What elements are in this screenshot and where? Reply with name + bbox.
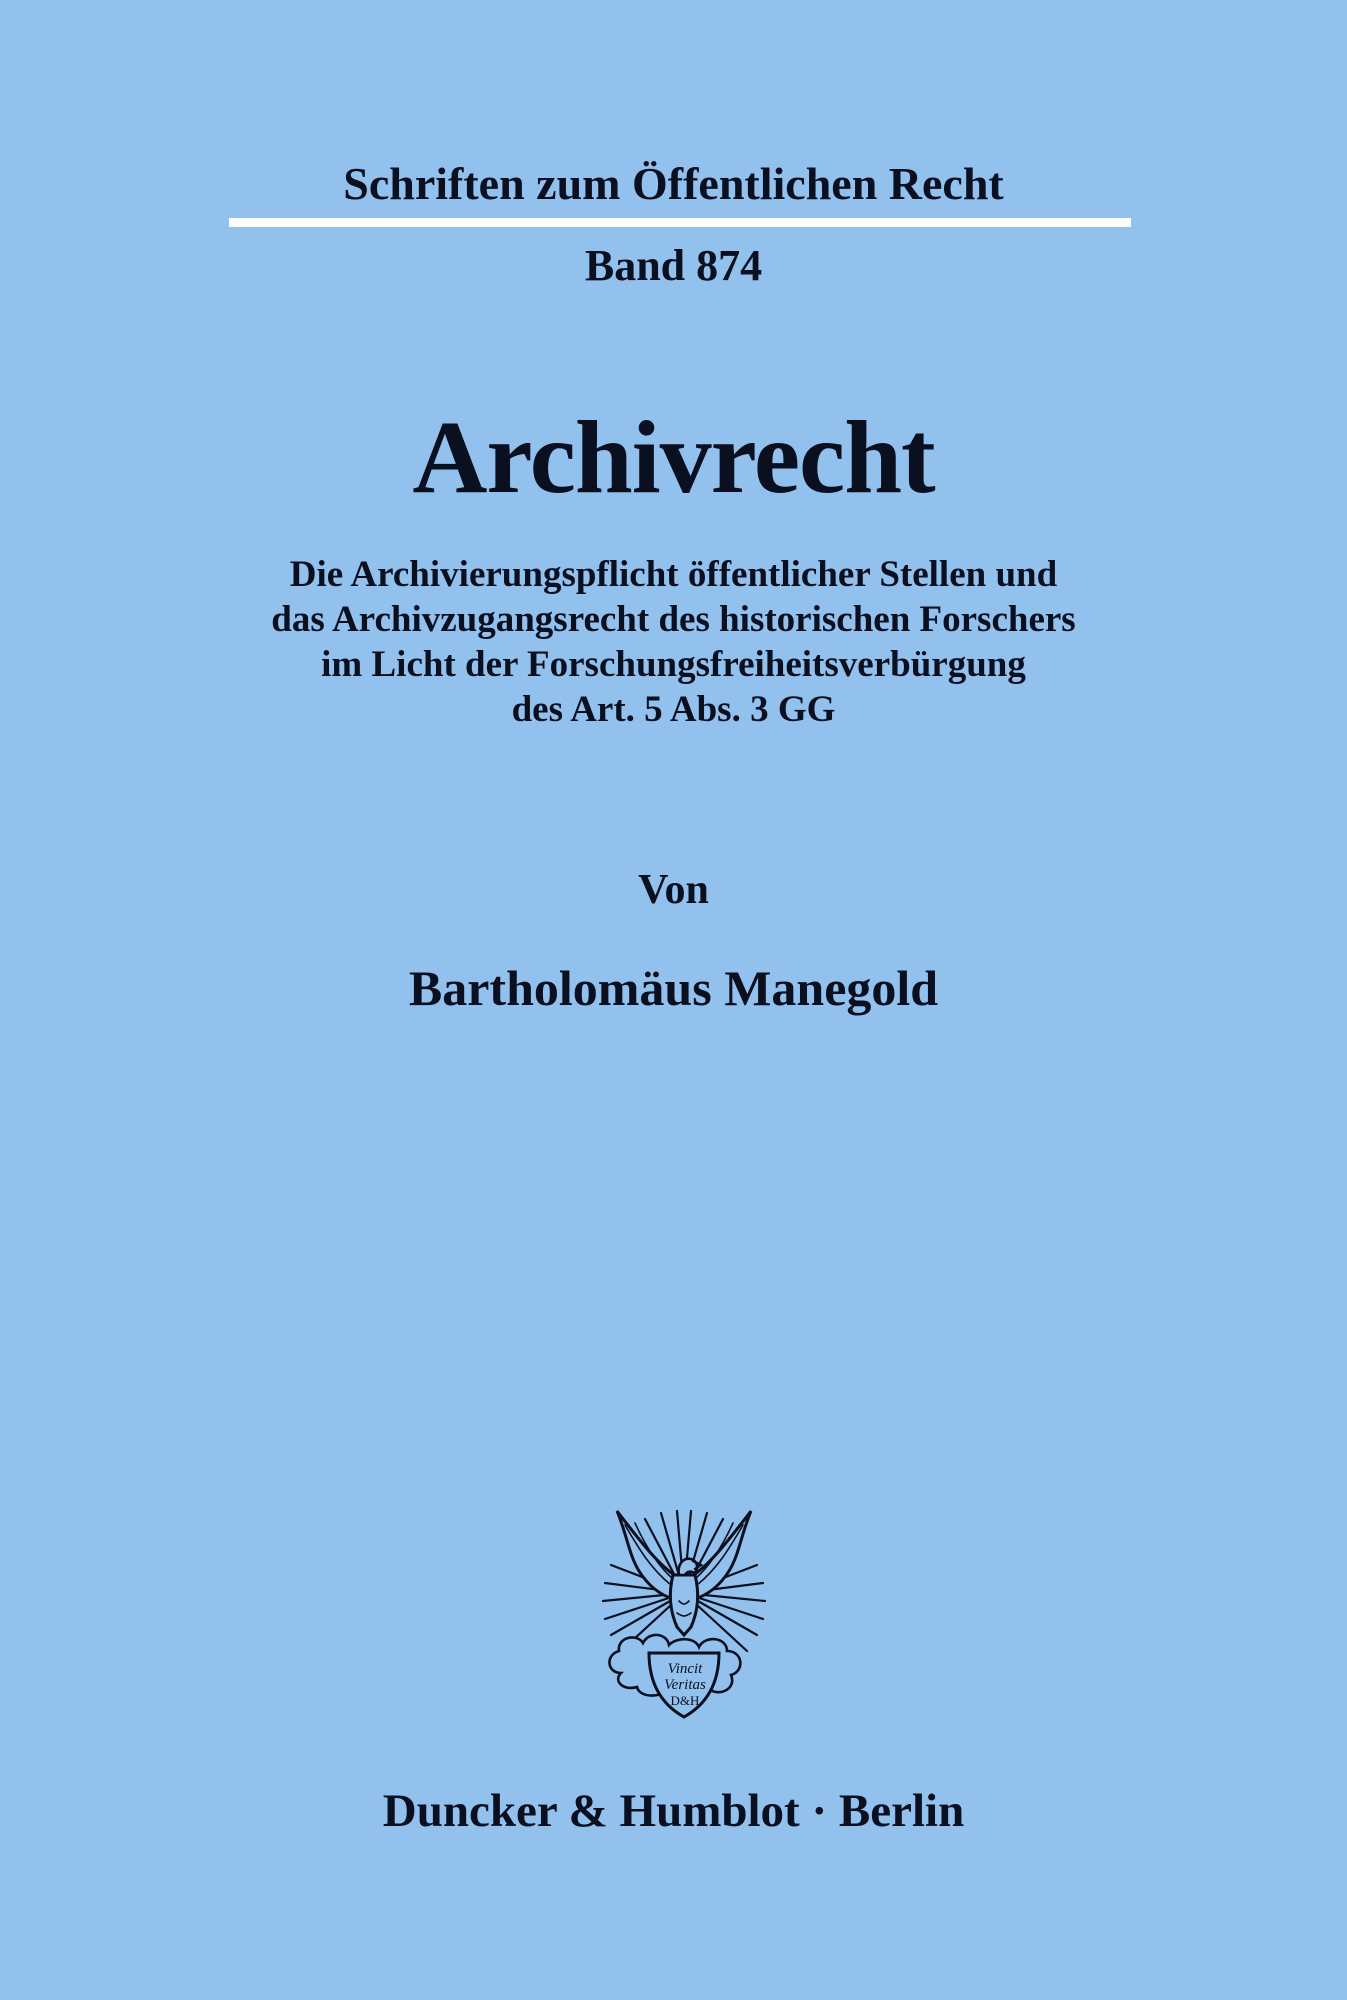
publisher-logo [599, 1505, 769, 1721]
book-subtitle [0, 552, 1347, 732]
logo-monogram: D&H [670, 1693, 700, 1708]
by-label: Von [638, 867, 709, 913]
logo-motto-line2: Veritas [664, 1677, 706, 1693]
series-title: Schriften zum Öffentlichen Recht [343, 158, 1004, 209]
subtitle-line: des Art. 5 Abs. 3 GG [511, 689, 836, 730]
author-name: Bartholomäus Manegold [408, 960, 939, 1016]
logo-motto-line1: Vincit [667, 1661, 703, 1677]
book-title: Archivrecht [412, 400, 935, 515]
publisher-name: Duncker & Humblot · Berlin [382, 1785, 965, 1837]
subtitle-line: Die Archivierungspflicht öffentlicher Stellen und [289, 554, 1058, 595]
eagle-emblem-icon [599, 1505, 769, 1721]
subtitle-line: das Archivzugangsrecht des historischen Forschers [271, 599, 1076, 640]
volume-number: Band 874 [584, 241, 763, 290]
subtitle-line: im Licht der Forschungsfreiheitsverbürgung [321, 644, 1026, 685]
series-divider [229, 218, 1131, 227]
